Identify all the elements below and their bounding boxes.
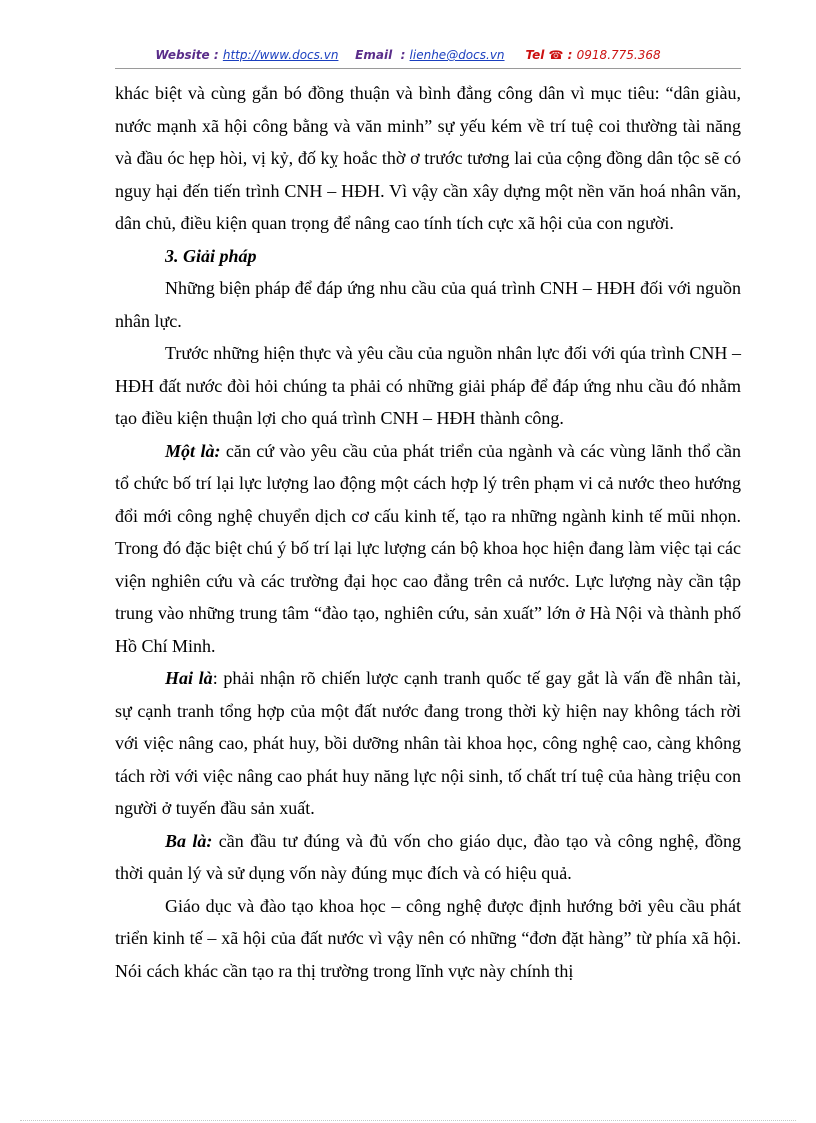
document-body [115, 77, 741, 987]
paragraph-6 [115, 825, 741, 890]
lead-mot-la: Một là: [165, 440, 221, 461]
footer-divider [20, 1120, 796, 1121]
paragraph-5-text: : phải nhận rõ chiến lược cạnh tranh quốc tế gay gắt là vấn đề nhân tài, sự cạnh tranh tổng hợp của một đất nước đang trong thời kỳ hiện nay không tách rời với việc nâng cao, phát huy, bồi dưỡng nhân tài khoa học, công nghệ cao, càng không tách rời với việc nâng cao phát huy năng lực nội sinh, tố chất trí tuệ của hàng triệu con người ở tuyến đầu sản xuất. [115, 668, 741, 818]
website-label: Website [155, 48, 210, 62]
paragraph-2: Những biện pháp để đáp ứng nhu cầu của quá trình CNH – HĐH đối với nguồn nhân lực. [115, 278, 741, 331]
paragraph-1: khác biệt và cùng gắn bó đồng thuận và bình đẳng công dân vì mục tiêu: “dân giàu, nước mạnh xã hội công bằng và văn minh” sự yếu kém về trí tuệ coi thường tài năng và đầu óc hẹp hòi, vị kỷ, đố kỵ hoắc thờ ơ trước tương lai của cộng đồng dân tộc sẽ có nguy hại đến tiến trình CNH – HĐH. Vì vậy cần xây dựng một nền văn hoá nhân văn, dân chủ, điều kiện quan trọng để nâng cao tính tích cực xã hội của con người. [115, 83, 741, 233]
paragraph-6-text: cần đầu tư đúng và đủ vốn cho giáo dục, đào tạo và công nghệ, đồng thời quản lý và sử dụng vốn này đúng mục đích và có hiệu quả. [115, 830, 741, 883]
paragraph-7: Giáo dục và đào tạo khoa học – công nghệ được định hướng bởi yêu cầu phát triển kinh tế – xã hội của đất nước vì vậy nên có những “đơn đặt hàng” từ phía xã hội. Nói cách khác cần tạo ra thị trường trong lĩnh vực này chính thị [115, 895, 741, 981]
paragraph-3: Trước những hiện thực và yêu cầu của nguồn nhân lực đối với qúa trình CNH – HĐH đất nước đòi hỏi chúng ta phải có những giải pháp để đáp ứng nhu cầu đó nhằm tạo điều kiện thuận lợi cho quá trình CNH – HĐH thành công. [115, 343, 741, 428]
paragraph-4-text: căn cứ vào yêu cầu của phát triển của ngành và các vùng lãnh thổ cần tổ chức bố trí lại lực lượng lao động một cách hợp lý trên phạm vi cả nước theo hướng đổi mới công nghệ chuyển dịch cơ cấu kinh tế, tạo ra những ngành kinh tế mũi nhọn. Trong đó đặc biệt chú ý bố trí lại lực lượng cán bộ khoa học hiện đang làm việc tại các viện nghiên cứu và các trường đại học cao đẳng trên cả nước. Lực lượng này cần tập trung vào những trung tâm “đào tạo, nghiên cứu, sản xuất” lớn ở Hà Nội và thành phố Hồ Chí Minh. [115, 440, 741, 656]
page-header: Website : http://www.docs.vn Email : lienhe@docs.vn Tel ☎ : 0918.775.368 [155, 48, 661, 62]
section-heading: 3. Giải pháp [165, 245, 257, 266]
header-divider [115, 68, 741, 69]
tel-label: Tel [525, 48, 545, 62]
paragraph-5 [115, 662, 741, 825]
paragraph-4 [115, 435, 741, 663]
lead-ba-la: Ba là: [165, 830, 213, 851]
lead-hai-la: Hai là [165, 668, 213, 688]
email-label: Email [355, 48, 393, 62]
phone-icon: ☎ [548, 48, 564, 62]
website-link[interactable]: http://www.docs.vn [222, 48, 339, 62]
tel-number: 0918.775.368 [576, 48, 661, 62]
email-link[interactable]: lienhe@docs.vn [409, 48, 505, 62]
